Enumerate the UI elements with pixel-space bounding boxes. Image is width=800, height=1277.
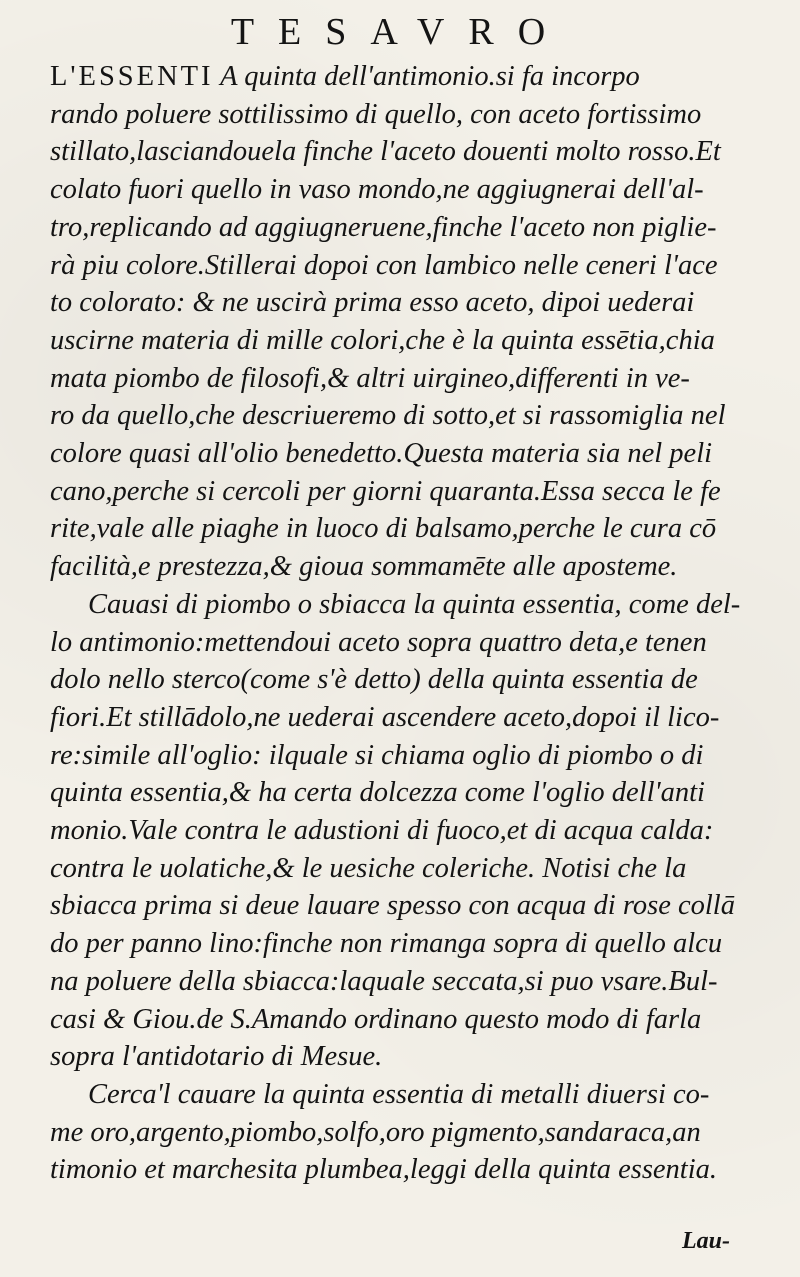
text-line: casi & Giou.de S.Amando ordinano questo modo di farla <box>50 1003 702 1035</box>
text-line-1-rest: A quinta dell'antimonio.si fa incorpo <box>220 61 640 92</box>
text-line: ro da quello,che descriueremo di sotto,et si rassomiglia nel <box>50 400 726 432</box>
text-line: colato fuori quello in vaso mondo,ne aggiugnerai dell'al- <box>50 174 704 206</box>
text-line: quinta essentia,& ha certa dolcezza come l'oglio dell'anti <box>50 777 705 809</box>
text-line: facilità,e prestezza,& gioua sommamēte alle aposteme. <box>50 551 678 583</box>
text-line-1 <box>50 58 766 96</box>
text-line: cano,perche si cercoli per giorni quaranta.Essa secca le fe <box>50 475 721 507</box>
running-header: TESAVRO <box>230 11 570 53</box>
text-line: dolo nello sterco(come s'è detto) della quinta essentia de <box>50 664 698 696</box>
text-line: uscirne materia di mille colori,che è la quinta essētia,chia <box>50 324 715 356</box>
section-capitals: L'ESSENTI <box>50 61 214 92</box>
text-line: sbiacca prima si deue lauare spesso con acqua di rose collā <box>50 890 735 922</box>
text-line: do per panno lino:finche non rimanga sopra di quello alcu <box>50 928 723 960</box>
text-line: stillato,lasciandouela finche l'aceto douenti molto rosso.Et <box>50 136 721 168</box>
text-line: na poluere della sbiacca:laquale seccata,si puo vsare.Bul- <box>50 965 718 997</box>
text-line: re:simile all'oglio: ilquale si chiama oglio di piombo o di <box>50 739 704 771</box>
text-line: monio.Vale contra le adustioni di fuoco,et di acqua calda: <box>50 815 714 847</box>
text-line: lo antimonio:mettendoui aceto sopra quattro deta,e tenen <box>50 626 707 658</box>
text-line: contra le uolatiche,& le uesiche coleriche. Notisi che la <box>50 852 687 884</box>
text-line: sopra l'antidotario di Mesue. <box>50 1041 383 1073</box>
text-line: colore quasi all'olio benedetto.Questa materia sia nel peli <box>50 438 713 470</box>
paragraph-start: Cauasi di piombo o sbiacca la quinta essentia, come del- <box>88 588 741 620</box>
main-text <box>50 58 766 1189</box>
paragraph-start: Cerca'l cauare la quinta essentia di metalli diuersi co- <box>88 1078 710 1110</box>
text-line: rà piu colore.Stillerai dopoi con lambico nelle ceneri l'ace <box>50 249 718 281</box>
text-line: tro,replicando ad aggiugneruene,finche l'aceto non piglie- <box>50 211 717 243</box>
text-line: to colorato: & ne uscirà prima esso aceto, dipoi uederai <box>50 287 695 319</box>
text-line: fiori.Et stillādolo,ne uederai ascendere aceto,dopoi il lico- <box>50 701 720 733</box>
text-line: rando poluere sottilissimo di quello, con aceto fortissimo <box>50 98 702 130</box>
text-line: me oro,argento,piombo,solfo,oro pigmento,sandaraca,an <box>50 1116 701 1148</box>
catchword: Lau- <box>682 1228 730 1254</box>
text-line: rite,vale alle piaghe in luoco di balsamo,perche le cura cō <box>50 513 717 545</box>
text-line: timonio et marchesita plumbea,leggi della quinta essentia. <box>50 1154 718 1186</box>
text-line: mata piombo de filosofi,& altri uirgineo,differenti in ve- <box>50 362 690 394</box>
